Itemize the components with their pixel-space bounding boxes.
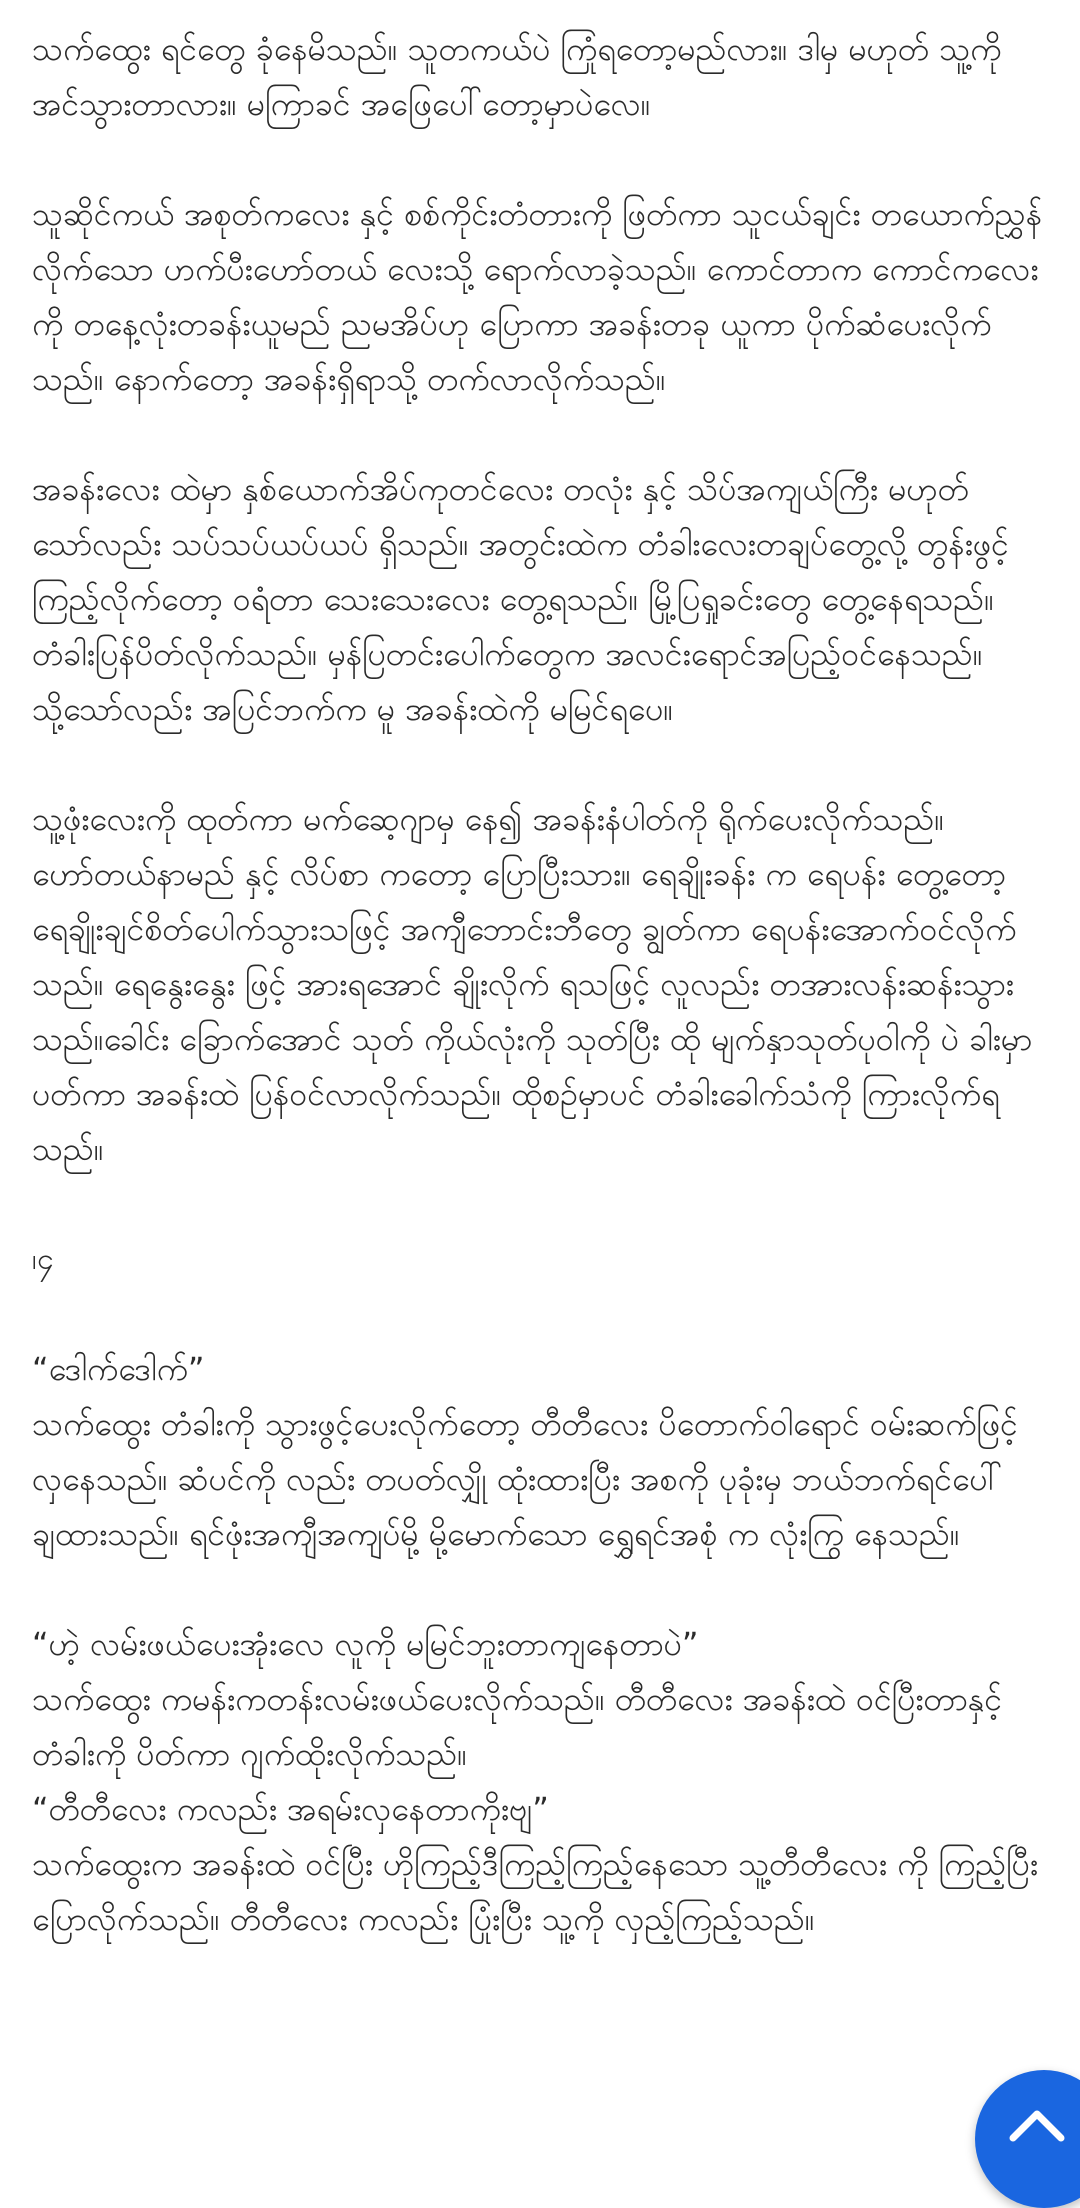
paragraph: “ဟဲ့ လမ်းဖယ်ပေးအုံးလေ လူကို မမြင်ဘူးတာကျနေတာပဲ”	[32, 1625, 699, 1663]
paragraph: သက်ထွေး တံခါးကို သွားဖွင့်ပေးလိုက်တော့ တီတီလေး ပိတောက်ဝါရောင် ဝမ်းဆက်ဖြင့် လှနေသည်။ ဆံပင်ကို လည်း တပတ်လျှို ထုံးထားပြီး အစကို ပုခုံးမှ ဘယ်ဘက်ရင်ပေါ်ချထားသည်။ ရင်ဖုံးအကျီအကျပ်မို့ မို့မောက်သော ရွှေရင်အစုံ က လုံးကြွ နေသည်။	[32, 1405, 1018, 1553]
paragraph: “တီတီလေး ကလည်း အရမ်းလှနေတာကိုးဗျ”	[32, 1790, 549, 1828]
paragraph: သက်ထွေးက အခန်းထဲ ဝင်ပြီး ဟိုကြည့်ဒီကြည့်ကြည့်နေသော သူ့တီတီလေး ကို ကြည့်ပြီး ပြောလိုက်သည်။ တီတီလေး ကလည်း ပြုံးပြီး သူ့ကို လှည့်ကြည့်သည်။	[32, 1845, 1038, 1938]
paragraph: သက်ထွေး ကမန်းကတန်းလမ်းဖယ်ပေးလိုက်သည်။ တီတီလေး အခန်းထဲ ဝင်ပြီးတာနှင့် တံခါးကို ပိတ်ကာ ဂျက်ထိုးလိုက်သည်။	[32, 1680, 1003, 1773]
paragraph: သူဆိုင်ကယ် အစုတ်ကလေး နှင့် စစ်ကိုင်းတံတားကို ဖြတ်ကာ သူငယ်ချင်း တယောက်ညွှန်လိုက်သော ဟက်ပီးဟော်တယ် လေးသို့ ရောက်လာခဲ့သည်။ ကောင်တာက ကောင်ကလေးကို တနေ့လုံးတခန်းယူမည် ညမအိပ်ဟု ပြောကာ အခန်းတခု ယူကာ ပိုက်ဆံပေးလိုက်သည်။ နောက်တော့ အခန်းရှိရာသို့ တက်လာလိုက်သည်။	[32, 195, 1043, 398]
paragraph: သူ့ဖုံးလေးကို ထုတ်ကာ မက်ဆေ့ဂျာမှ နေ၍ အခန်းနံပါတ်ကို ရိုက်ပေးလိုက်သည်။ ဟော်တယ်နာမည် နှင့် လိပ်စာ ကတော့ ပြောပြီးသား။ ရေချိုးခန်း က ရေပန်း တွေ့တော့ ရေချိုးချင်စိတ်ပေါက်သွားသဖြင့် အကျီဘောင်းဘီတွေ ချွတ်ကာ ရေပန်းအောက်ဝင်လိုက်သည်။ ရေနွေးနွေး ဖြင့် အားရအောင် ချိုးလိုက် ရသဖြင့် လူလည်း တအားလန်းဆန်းသွားသည်။ခေါင်း ခြောက်အောင် သုတ် ကိုယ်လုံးကို သုတ်ပြီး ထို မျက်နှာသုတ်ပုဝါကို ပဲ ခါးမှာ ပတ်ကာ အခန်းထဲ ပြန်ဝင်လာလိုက်သည်။ ထိုစဉ်မှာပင် တံခါးခေါက်သံကို ကြားလိုက်ရသည်။	[32, 800, 1033, 1168]
paragraph: “ဒေါက်ဒေါက်”	[32, 1350, 205, 1388]
chevron-up-icon	[1007, 2106, 1067, 2146]
chapter-number: ၊၄	[32, 1242, 54, 1277]
paragraph: သက်ထွေး ရင်တွေ ခုံနေမိသည်။ သူတကယ်ပဲ ကြုံရတော့မည်လား။ ဒါမှ မဟုတ် သူ့ကို အင်သွားတာလား။ မကြာခင် အဖြေပေါ်တော့မှာပဲလေ။	[32, 30, 1002, 123]
paragraph: အခန်းလေး ထဲမှာ နှစ်ယောက်အိပ်ကုတင်လေး တလုံး နှင့် သိပ်အကျယ်ကြီး မဟုတ်သော်လည်း သပ်သပ်ယပ်ယပ် ရှိသည်။ အတွင်းထဲက တံခါးလေးတချပ်တွေ့လို့ တွန်းဖွင့်ကြည့်လိုက်တော့ ဝရံတာ သေးသေးလေး တွေ့ရသည်။ မြို့ပြရှုခင်းတွေ တွေ့နေရသည်။ တံခါးပြန်ပိတ်လိုက်သည်။ မှန်ပြတင်းပေါက်တွေက အလင်းရောင်အပြည့်ဝင်နေသည်။ သို့သော်လည်း အပြင်ဘက်က မူ အခန်းထဲကို မမြင်ရပေ။	[32, 470, 1009, 728]
